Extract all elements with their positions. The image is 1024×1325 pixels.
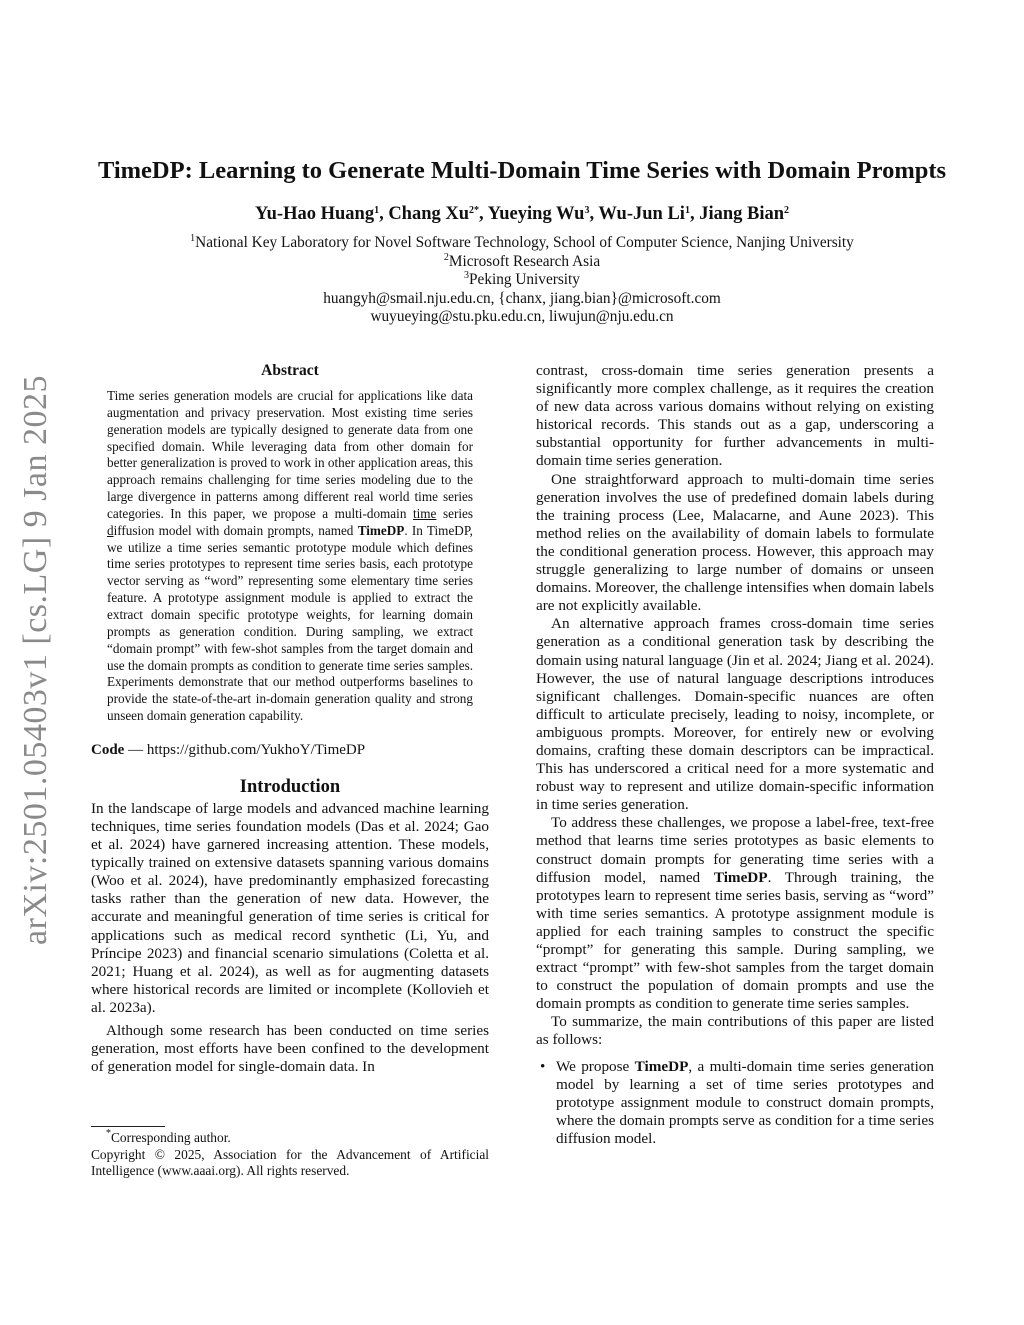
author-list	[60, 204, 984, 225]
contribution-list	[536, 1058, 934, 1148]
paragraph: To summarize, the main contributions of this paper are listed as follows:	[536, 1013, 934, 1049]
affiliation: $^3$Peking University	[464, 270, 580, 288]
arxiv-stamp	[8, 370, 64, 950]
paragraph: Although some research has been conducted on time series generation, most efforts have been confined to the development of generation model for single-domain data. In	[91, 1022, 489, 1076]
list-item: • We propose TimeDP, a multi-domain time series generation model by learning a set of time series prototypes and prototype assignment module to construct domain prompts, where the domain prompts serve as condition for a time series diffusion model.	[540, 1057, 934, 1147]
code-link[interactable]: https://github.com/YukhoY/TimeDP	[146, 741, 366, 758]
footnote	[91, 1130, 489, 1180]
affiliation: $^2$Microsoft Research Asia	[443, 251, 601, 270]
footnote-corresponding: *Corresponding author.	[106, 1128, 231, 1145]
paragraph: An alternative approach frames cross-domain time series generation as a conditional generation task by describing the domain using natural language (Jin et al. 2024; Jiang et al. 2024). However, the use of natural language descriptions introduces significant challenges. Domain-specific nuances are often difficult to articulate precisely, leading to noisy, incomplete, or ambiguous prompts. Moreover, for entirely new or evolving domains, crafting these domain descriptors can be impractical. This has underscored a critical need for a more systematic and robust way to represent and utilize domain-specific information in time series generation.	[536, 615, 934, 814]
author: Chang $Xu^{2*}$,	[388, 204, 488, 224]
paragraph: contrast, cross-domain time series generation presents a significantly more complex challenge, as it requires the creation of new data across various domains without relying on existing historical records. This stands out as a gap, underscoring a substantial opportunity for further advancements in multi-domain time series generation.	[536, 362, 934, 470]
author: Yueying Wu$^3$,	[487, 204, 599, 224]
paper-title: TimeDP: Learning to Generate Multi-Domain Time Series with Domain Prompts	[97, 157, 947, 184]
right-column	[536, 362, 934, 1148]
copyright-notice: Copyright © 2025, Association for the Advancement of Artificial Intelligence (www.aaai.org). All rights reserved.	[91, 1146, 489, 1178]
arxiv-id: arXiv:2501.05403v1 [cs.LG] 9 Jan 2025	[17, 375, 55, 945]
paragraph: To address these challenges, we propose a label-free, text-free method that learns time series prototypes as basic elements to construct domain prompts for generating time series with a diffusion model, named TimeDP. Through training, the prototypes learn to represent time series basis, serving as “word” with time series semantics. A prototype assignment module is applied for each training samples to construct the specific “prompt” for generating this sample. During sampling, we extract “prompt” with few-shot samples from the target domain to construct the population of domain prompts and use the domain prompts as condition to generate time series samples.	[536, 814, 935, 1013]
left-column	[91, 362, 489, 1076]
author: Yu-Hao Huang$^1$,	[254, 204, 389, 224]
affiliation: $^1$National Key Laboratory for Novel Software Technology, School of Computer Science, Nanjing University	[190, 233, 854, 251]
author: Jiang Bian$^2$	[699, 204, 790, 224]
email-line: huangyh@smail.nju.edu.cn, {chanx, jiang.bian}@microsoft.com	[323, 289, 721, 307]
author: Wu-Jun Li$^1$,	[598, 204, 700, 224]
paragraph: In the landscape of large models and advanced machine learning techniques, time series foundation models (Das et al. 2024; Gao et al. 2024) have garnered increasing attention. These models, typically trained on extensive datasets spanning various domains (Woo et al. 2024), have predominantly emphasized forecasting tasks rather than the generation of new data. However, the accurate and meaningful generation of time series is critical for applications such as medical record synthetic (Li, Yu, and Príncipe 2023) and financial scenario simulations (Coletta et al. 2021; Huang et al. 2024), as well as for augmenting datasets where historical records are limited or incomplete (Kollovieh et al. 2023a).	[91, 799, 489, 1016]
affiliations	[60, 234, 984, 327]
abstract-heading: Abstract	[261, 362, 319, 379]
intro-heading: Introduction	[239, 776, 341, 797]
bullet-icon: •	[540, 1057, 546, 1075]
abstract-text: Time series generation models are crucial for applications like data augmentation and privacy preservation. Most existing time series generation models are typically designed to generate data from one specified domain. While leveraging data from other domain for better generalization is proved to work in other application areas, this approach remains challenging for time series modeling due to the large divergence in patterns among different real world time series categories. In this paper, we propose a multi-domain time series diffusion model with domain prompts, named TimeDP. In TimeDP, we utilize a time series semantic prototype module which defines time series prototypes to represent time series basis, each prototype vector serving as “word” representing some elementary time series feature. A prototype assignment module is applied to extract the extract domain specific prototype weights, for learning domain prompts as generation condition. During sampling, we extract “domain prompt” with few-shot samples from the target domain and use the domain prompts as condition to generate time series samples. Experiments demonstrate that our method outperforms baselines to provide the state-of-the-art in-domain generation quality and strong unseen domain generation capability.	[107, 388, 473, 724]
footnote-rule	[91, 1126, 165, 1127]
email-line: wuyueying@stu.pku.edu.cn, liwujun@nju.edu.cn	[370, 308, 674, 325]
code-line: Code — https://github.com/YukhoY/TimeDP	[91, 741, 366, 758]
paragraph: One straightforward approach to multi-domain time series generation involves the use of predefined domain labels during the training process (Lee, Malacarne, and Aune 2023). This method relies on the availability of domain labels to formulate the conditional generation process. However, this approach may struggle generalizing to large number of domains or unseen domains. Moreover, the challenge intensifies when domain labels are not explicitly available.	[536, 470, 934, 615]
